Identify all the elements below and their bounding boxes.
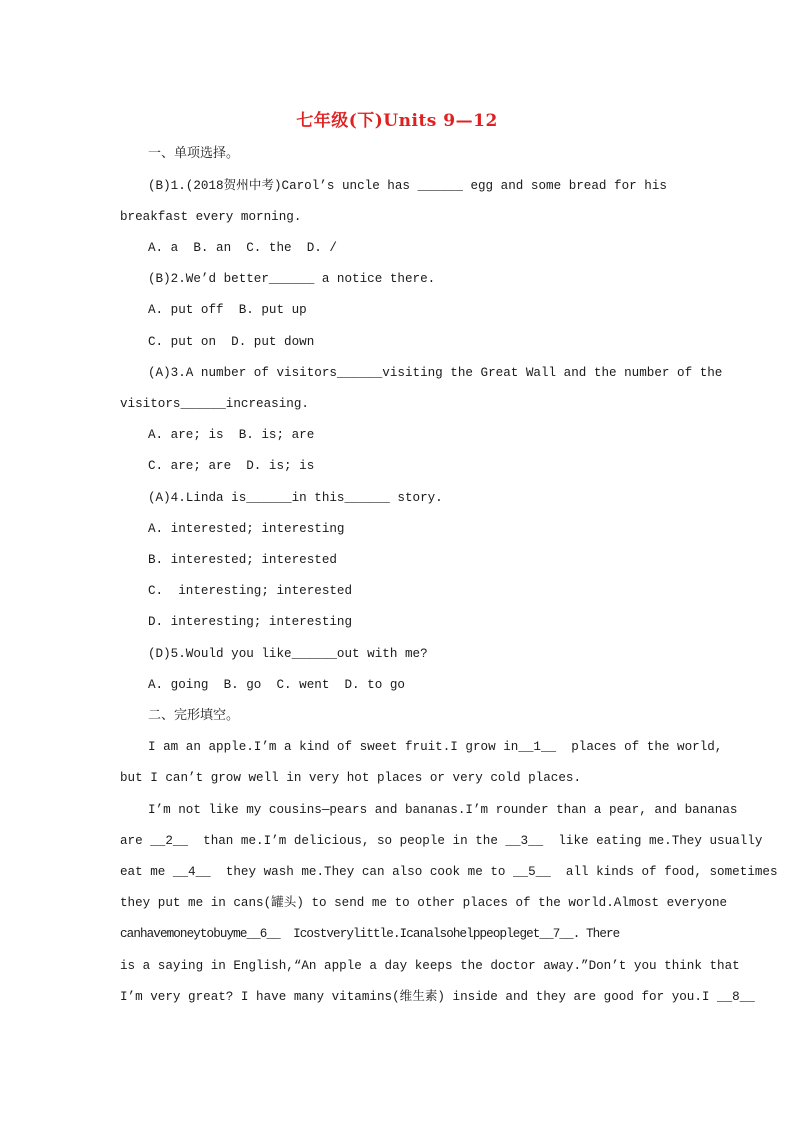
cloze-paragraph-line: I’m very great? I have many vitamins(维生素) inside and they are good for you.I __8__ xyxy=(120,990,755,1004)
question-4-option-b: B. interested; interested xyxy=(148,553,337,567)
cloze-paragraph-line: I’m not like my cousins—pears and bananas.I’m rounder than a pear, and bananas xyxy=(148,803,738,817)
question-2-options-ab: A. put off B. put up xyxy=(148,303,307,317)
question-5-stem: (D)5.Would you like______out with me? xyxy=(148,647,428,661)
cloze-paragraph-line: I am an apple.I’m a kind of sweet fruit.I grow in__1__ places of the world, xyxy=(148,740,723,754)
question-5-options: A. going B. go C. went D. to go xyxy=(148,678,405,692)
cloze-paragraph-line: they put me in cans(罐头) to send me to other places of the world.Almost everyone xyxy=(120,896,728,910)
page-title: 七年级(下)Units 9—12 xyxy=(296,111,498,131)
cloze-paragraph-line: is a saying in English,“An apple a day keeps the doctor away.”Don’t you think that xyxy=(120,959,740,973)
question-1-stem: (B)1.(2018贺州中考)Carol’s uncle has ______ egg and some bread for his xyxy=(148,179,667,193)
question-4-option-d: D. interesting; interesting xyxy=(148,615,353,629)
question-3-stem-continued: visitors______increasing. xyxy=(120,397,309,411)
cloze-paragraph-line: canhavemoneytobuyme__6__ Icostverylittle.Icanalsohelppeopleget__7__. There xyxy=(120,927,620,941)
question-2-options-cd: C. put on D. put down xyxy=(148,335,315,349)
question-4-option-a: A. interested; interesting xyxy=(148,522,345,536)
question-3-options-ab: A. are; is B. is; are xyxy=(148,428,315,442)
section-heading-cloze: 二、完形填空。 xyxy=(148,708,240,723)
cloze-paragraph-line: but I can’t grow well in very hot places or very cold places. xyxy=(120,771,582,785)
question-3-options-cd: C. are; are D. is; is xyxy=(148,459,315,473)
section-heading-multiple-choice: 一、单项选择。 xyxy=(148,146,240,161)
question-4-option-c: C. interesting; interested xyxy=(148,584,353,598)
question-1-stem-continued: breakfast every morning. xyxy=(120,210,302,224)
cloze-paragraph-line: eat me __4__ they wash me.They can also cook me to __5__ all kinds of food, sometimes xyxy=(120,865,778,879)
cloze-paragraph-line: are __2__ than me.I’m delicious, so people in the __3__ like eating me.They usually xyxy=(120,834,763,848)
question-3-stem: (A)3.A number of visitors______visiting the Great Wall and the number of the xyxy=(148,366,723,380)
question-4-stem: (A)4.Linda is______in this______ story. xyxy=(148,491,443,505)
question-1-options: A. a B. an C. the D. / xyxy=(148,241,337,255)
question-2-stem: (B)2.We’d better______ a notice there. xyxy=(148,272,436,286)
